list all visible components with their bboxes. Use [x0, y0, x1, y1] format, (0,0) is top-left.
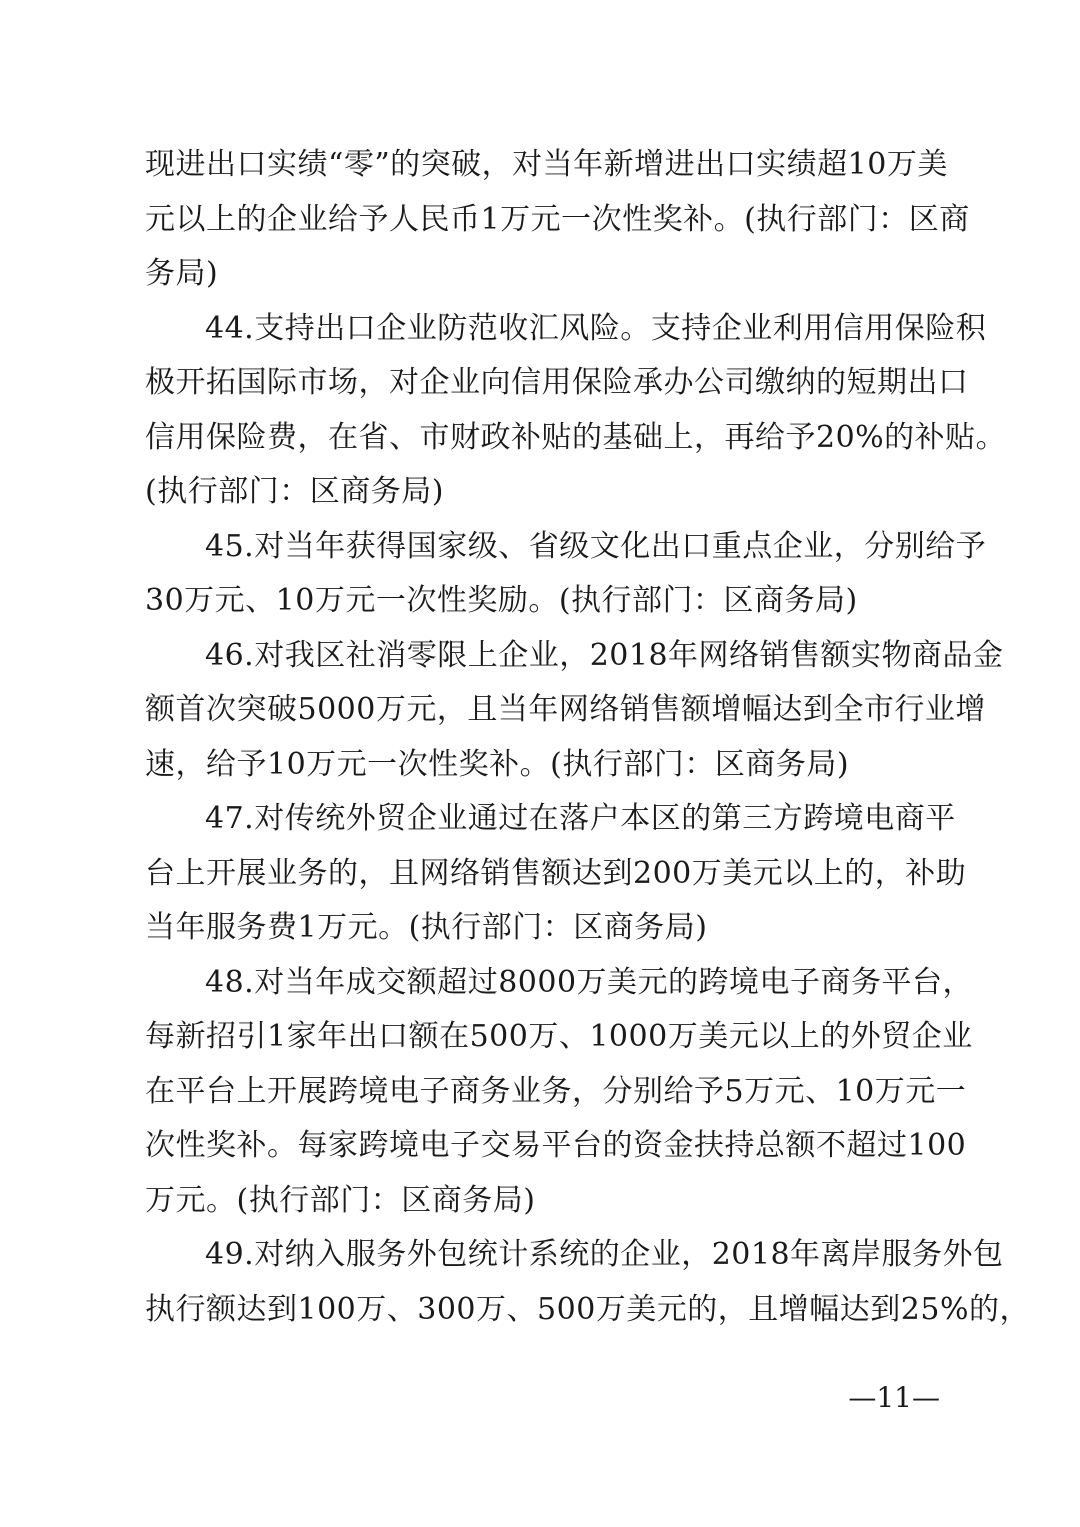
item-45-line-2: 30万元、10万元一次性奖励。(执行部门：区商务局) [145, 583, 858, 618]
item-48-line-2: 每新招引1家年出口额在500万、1000万美元以上的外贸企业 [145, 1019, 973, 1054]
text-line-1: 现进出口实绩“零”的突破，对当年新增进出口实绩超10万美 [145, 147, 948, 182]
item-44-line-1: 44.支持出口企业防范收汇风险。支持企业利用信用保险积 [205, 310, 987, 346]
item-49-line-1: 49.对纳入服务外包统计系统的企业，2018年离岸服务外包 [205, 1237, 1004, 1272]
item-46-line-3: 速，给予10万元一次性奖补。(执行部门：区商务局) [145, 746, 850, 782]
item-47-line-1: 47.对传统外贸企业通过在落户本区的第三方跨境电商平 [205, 801, 956, 836]
text-line-3: 务局) [145, 256, 219, 291]
body-text [145, 138, 1030, 1337]
item-49-line-2: 执行额达到100万、300万、500万美元的，且增幅达到25%的， [145, 1291, 1030, 1327]
item-44-line-2: 极开拓国际市场，对企业向信用保险承办公司缴纳的短期出口 [145, 365, 969, 400]
item-44-line-4: (执行部门：区商务局) [145, 474, 444, 509]
item-46-line-1: 46.对我区社消零限上企业，2018年网络销售额实物商品金 [205, 637, 1004, 673]
item-47-line-2: 台上开展业务的，且网络销售额达到200万美元以上的，补助 [145, 855, 967, 891]
text-line-2: 元以上的企业给予人民币1万元一次性奖补。(执行部门：区商 [145, 201, 970, 237]
item-45-line-1: 45.对当年获得国家级、省级文化出口重点企业，分别给予 [205, 528, 987, 564]
page-number: —11— [848, 1381, 940, 1414]
item-48-line-3: 在平台上开展跨境电子商务业务，分别给予5万元、10万元一 [145, 1073, 967, 1109]
item-46-line-2: 额首次突破5000万元，且当年网络销售额增幅达到全市行业增 [145, 692, 986, 727]
item-48-line-1: 48.对当年成交额超过8000万美元的跨境电子商务平台， [205, 964, 974, 1000]
item-48-line-4: 次性奖补。每家跨境电子交易平台的资金扶持总额不超过100 [145, 1128, 967, 1163]
item-48-line-5: 万元。(执行部门：区商务局) [145, 1182, 536, 1218]
item-44-line-3: 信用保险费，在省、市财政补贴的基础上，再给予20%的补贴。 [145, 419, 1007, 455]
item-47-line-3: 当年服务费1万元。(执行部门：区商务局) [145, 910, 708, 945]
